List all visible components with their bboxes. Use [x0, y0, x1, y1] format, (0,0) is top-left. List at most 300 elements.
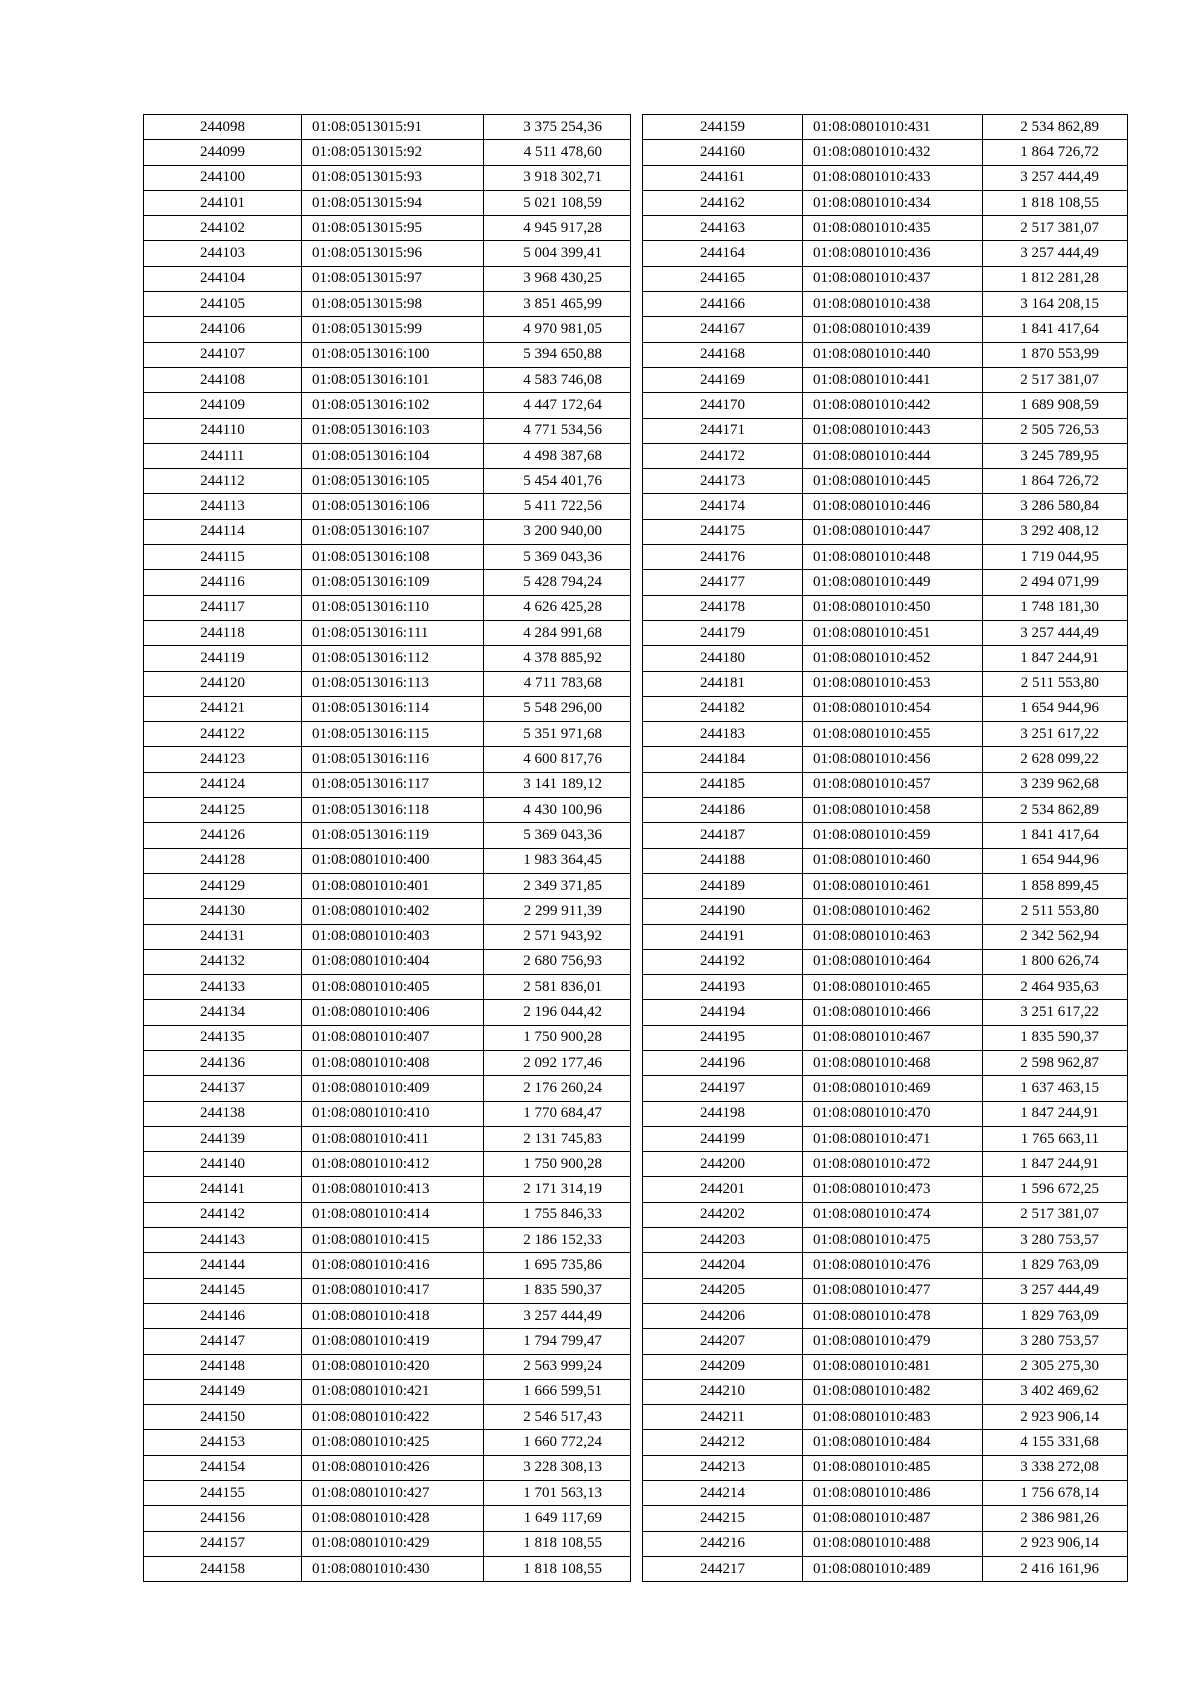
- cadastral-value-cell: 5 004 399,41: [484, 241, 631, 266]
- table-row: [144, 798, 631, 823]
- table-row: [144, 772, 631, 797]
- cadastral-number-cell: 01:08:0801010:482: [803, 1379, 983, 1404]
- table-row: [643, 393, 1128, 418]
- record-number-cell: 244202: [643, 1202, 803, 1227]
- cadastral-number-cell: 01:08:0801010:400: [302, 848, 484, 873]
- right-table-body: [643, 115, 1128, 1582]
- table-row: [643, 1379, 1128, 1404]
- cadastral-value-cell: 5 394 650,88: [484, 342, 631, 367]
- cadastral-value-cell: 2 517 381,07: [983, 216, 1128, 241]
- record-number-cell: 244163: [643, 216, 803, 241]
- cadastral-value-cell: 2 534 862,89: [983, 115, 1128, 140]
- record-number-cell: 244136: [144, 1050, 302, 1075]
- cadastral-number-cell: 01:08:0513015:96: [302, 241, 484, 266]
- cadastral-number-cell: 01:08:0801010:462: [803, 899, 983, 924]
- table-row: [144, 1202, 631, 1227]
- cadastral-value-cell: 1 835 590,37: [983, 1025, 1128, 1050]
- record-number-cell: 244177: [643, 570, 803, 595]
- cadastral-number-cell: 01:08:0801010:437: [803, 266, 983, 291]
- table-row: [144, 570, 631, 595]
- table-row: [643, 342, 1128, 367]
- record-number-cell: 244128: [144, 848, 302, 873]
- record-number-cell: 244101: [144, 190, 302, 215]
- cadastral-number-cell: 01:08:0801010:434: [803, 190, 983, 215]
- cadastral-number-cell: 01:08:0801010:455: [803, 722, 983, 747]
- record-number-cell: 244194: [643, 1000, 803, 1025]
- cadastral-number-cell: 01:08:0513016:116: [302, 747, 484, 772]
- cadastral-number-cell: 01:08:0801010:408: [302, 1050, 484, 1075]
- cadastral-number-cell: 01:08:0801010:454: [803, 696, 983, 721]
- cadastral-value-cell: 2 628 099,22: [983, 747, 1128, 772]
- cadastral-value-cell: 1 841 417,64: [983, 317, 1128, 342]
- record-number-cell: 244211: [643, 1405, 803, 1430]
- record-number-cell: 244181: [643, 671, 803, 696]
- cadastral-number-cell: 01:08:0513015:94: [302, 190, 484, 215]
- table-row: [144, 1531, 631, 1556]
- record-number-cell: 244133: [144, 975, 302, 1000]
- record-number-cell: 244210: [643, 1379, 803, 1404]
- cadastral-number-cell: 01:08:0801010:476: [803, 1253, 983, 1278]
- record-number-cell: 244209: [643, 1354, 803, 1379]
- table-row: [643, 1455, 1128, 1480]
- cadastral-value-cell: 2 131 745,83: [484, 1126, 631, 1151]
- cadastral-value-cell: 2 517 381,07: [983, 1202, 1128, 1227]
- cadastral-value-cell: 1 748 181,30: [983, 595, 1128, 620]
- cadastral-value-cell: 3 164 208,15: [983, 292, 1128, 317]
- record-number-cell: 244153: [144, 1430, 302, 1455]
- cadastral-value-cell: 1 870 553,99: [983, 342, 1128, 367]
- record-number-cell: 244204: [643, 1253, 803, 1278]
- record-number-cell: 244200: [643, 1152, 803, 1177]
- record-number-cell: 244159: [643, 115, 803, 140]
- table-row: [643, 1152, 1128, 1177]
- cadastral-value-cell: 2 092 177,46: [484, 1050, 631, 1075]
- cadastral-number-cell: 01:08:0801010:469: [803, 1076, 983, 1101]
- record-number-cell: 244201: [643, 1177, 803, 1202]
- cadastral-number-cell: 01:08:0801010:415: [302, 1228, 484, 1253]
- left-table: [143, 114, 631, 1582]
- record-number-cell: 244195: [643, 1025, 803, 1050]
- table-row: [643, 620, 1128, 645]
- cadastral-value-cell: 5 369 043,36: [484, 823, 631, 848]
- cadastral-value-cell: 1 750 900,28: [484, 1152, 631, 1177]
- table-row: [643, 140, 1128, 165]
- cadastral-number-cell: 01:08:0513016:111: [302, 620, 484, 645]
- record-number-cell: 244142: [144, 1202, 302, 1227]
- table-row: [144, 418, 631, 443]
- record-number-cell: 244192: [643, 949, 803, 974]
- cadastral-value-cell: 2 680 756,93: [484, 949, 631, 974]
- cadastral-number-cell: 01:08:0801010:413: [302, 1177, 484, 1202]
- cadastral-value-cell: 3 257 444,49: [983, 241, 1128, 266]
- cadastral-value-cell: 4 511 478,60: [484, 140, 631, 165]
- table-row: [144, 1228, 631, 1253]
- table-row: [643, 823, 1128, 848]
- cadastral-number-cell: 01:08:0801010:417: [302, 1278, 484, 1303]
- cadastral-value-cell: 4 447 172,64: [484, 393, 631, 418]
- record-number-cell: 244117: [144, 595, 302, 620]
- cadastral-number-cell: 01:08:0801010:479: [803, 1329, 983, 1354]
- cadastral-value-cell: 3 251 617,22: [983, 722, 1128, 747]
- cadastral-number-cell: 01:08:0513016:115: [302, 722, 484, 747]
- table-row: [643, 1405, 1128, 1430]
- cadastral-number-cell: 01:08:0801010:445: [803, 469, 983, 494]
- cadastral-value-cell: 2 563 999,24: [484, 1354, 631, 1379]
- cadastral-value-cell: 2 494 071,99: [983, 570, 1128, 595]
- record-number-cell: 244162: [643, 190, 803, 215]
- cadastral-number-cell: 01:08:0801010:458: [803, 798, 983, 823]
- cadastral-value-cell: 2 923 906,14: [983, 1405, 1128, 1430]
- record-number-cell: 244190: [643, 899, 803, 924]
- left-table-body: [144, 115, 631, 1582]
- record-number-cell: 244121: [144, 696, 302, 721]
- table-row: [643, 292, 1128, 317]
- record-number-cell: 244157: [144, 1531, 302, 1556]
- record-number-cell: 244178: [643, 595, 803, 620]
- cadastral-number-cell: 01:08:0513016:100: [302, 342, 484, 367]
- cadastral-number-cell: 01:08:0513015:91: [302, 115, 484, 140]
- cadastral-value-cell: 3 851 465,99: [484, 292, 631, 317]
- cadastral-value-cell: 1 847 244,91: [983, 646, 1128, 671]
- cadastral-value-cell: 4 600 817,76: [484, 747, 631, 772]
- cadastral-number-cell: 01:08:0801010:457: [803, 772, 983, 797]
- cadastral-number-cell: 01:08:0801010:450: [803, 595, 983, 620]
- table-row: [643, 1354, 1128, 1379]
- cadastral-number-cell: 01:08:0801010:407: [302, 1025, 484, 1050]
- cadastral-value-cell: 5 351 971,68: [484, 722, 631, 747]
- record-number-cell: 244191: [643, 924, 803, 949]
- table-row: [144, 696, 631, 721]
- cadastral-number-cell: 01:08:0801010:420: [302, 1354, 484, 1379]
- cadastral-number-cell: 01:08:0801010:414: [302, 1202, 484, 1227]
- table-row: [643, 1177, 1128, 1202]
- cadastral-number-cell: 01:08:0801010:429: [302, 1531, 484, 1556]
- record-number-cell: 244120: [144, 671, 302, 696]
- cadastral-value-cell: 1 847 244,91: [983, 1101, 1128, 1126]
- cadastral-number-cell: 01:08:0801010:422: [302, 1405, 484, 1430]
- record-number-cell: 244113: [144, 494, 302, 519]
- record-number-cell: 244138: [144, 1101, 302, 1126]
- cadastral-number-cell: 01:08:0801010:486: [803, 1481, 983, 1506]
- record-number-cell: 244111: [144, 443, 302, 468]
- table-row: [144, 1253, 631, 1278]
- cadastral-value-cell: 1 689 908,59: [983, 393, 1128, 418]
- cadastral-value-cell: 1 818 108,55: [983, 190, 1128, 215]
- record-number-cell: 244176: [643, 545, 803, 570]
- record-number-cell: 244174: [643, 494, 803, 519]
- cadastral-number-cell: 01:08:0801010:435: [803, 216, 983, 241]
- table-row: [144, 595, 631, 620]
- record-number-cell: 244141: [144, 1177, 302, 1202]
- table-row: [144, 216, 631, 241]
- record-number-cell: 244207: [643, 1329, 803, 1354]
- cadastral-value-cell: 2 386 981,26: [983, 1506, 1128, 1531]
- cadastral-value-cell: 1 596 672,25: [983, 1177, 1128, 1202]
- record-number-cell: 244206: [643, 1303, 803, 1328]
- cadastral-value-cell: 3 200 940,00: [484, 519, 631, 544]
- cadastral-number-cell: 01:08:0513016:117: [302, 772, 484, 797]
- cadastral-value-cell: 2 581 836,01: [484, 975, 631, 1000]
- cadastral-number-cell: 01:08:0801010:431: [803, 115, 983, 140]
- record-number-cell: 244114: [144, 519, 302, 544]
- cadastral-number-cell: 01:08:0513015:97: [302, 266, 484, 291]
- record-number-cell: 244108: [144, 367, 302, 392]
- cadastral-number-cell: 01:08:0801010:441: [803, 367, 983, 392]
- cadastral-number-cell: 01:08:0801010:475: [803, 1228, 983, 1253]
- cadastral-value-cell: 1 841 417,64: [983, 823, 1128, 848]
- cadastral-number-cell: 01:08:0801010:444: [803, 443, 983, 468]
- cadastral-number-cell: 01:08:0801010:446: [803, 494, 983, 519]
- cadastral-number-cell: 01:08:0513016:104: [302, 443, 484, 468]
- cadastral-number-cell: 01:08:0801010:453: [803, 671, 983, 696]
- record-number-cell: 244173: [643, 469, 803, 494]
- table-row: [643, 1278, 1128, 1303]
- record-number-cell: 244168: [643, 342, 803, 367]
- cadastral-number-cell: 01:08:0801010:442: [803, 393, 983, 418]
- cadastral-value-cell: 3 141 189,12: [484, 772, 631, 797]
- cadastral-number-cell: 01:08:0801010:467: [803, 1025, 983, 1050]
- table-row: [643, 1202, 1128, 1227]
- cadastral-value-cell: 5 454 401,76: [484, 469, 631, 494]
- record-number-cell: 244217: [643, 1556, 803, 1581]
- cadastral-value-cell: 1 794 799,47: [484, 1329, 631, 1354]
- cadastral-number-cell: 01:08:0513016:103: [302, 418, 484, 443]
- cadastral-value-cell: 4 626 425,28: [484, 595, 631, 620]
- table-row: [144, 1556, 631, 1581]
- table-row: [144, 342, 631, 367]
- cadastral-value-cell: 1 755 846,33: [484, 1202, 631, 1227]
- table-row: [144, 367, 631, 392]
- cadastral-number-cell: 01:08:0801010:471: [803, 1126, 983, 1151]
- cadastral-number-cell: 01:08:0513016:106: [302, 494, 484, 519]
- record-number-cell: 244186: [643, 798, 803, 823]
- table-row: [144, 1177, 631, 1202]
- table-row: [144, 115, 631, 140]
- cadastral-number-cell: 01:08:0801010:440: [803, 342, 983, 367]
- cadastral-number-cell: 01:08:0513016:107: [302, 519, 484, 544]
- table-row: [643, 418, 1128, 443]
- record-number-cell: 244130: [144, 899, 302, 924]
- table-row: [643, 317, 1128, 342]
- table-row: [144, 1430, 631, 1455]
- cadastral-value-cell: 3 257 444,49: [983, 165, 1128, 190]
- table-row: [144, 1278, 631, 1303]
- cadastral-number-cell: 01:08:0801010:463: [803, 924, 983, 949]
- table-row: [144, 1481, 631, 1506]
- cadastral-number-cell: 01:08:0801010:411: [302, 1126, 484, 1151]
- cadastral-value-cell: 2 342 562,94: [983, 924, 1128, 949]
- record-number-cell: 244112: [144, 469, 302, 494]
- record-number-cell: 244167: [643, 317, 803, 342]
- cadastral-value-cell: 4 945 917,28: [484, 216, 631, 241]
- table-row: [643, 570, 1128, 595]
- table-row: [643, 266, 1128, 291]
- table-row: [144, 1050, 631, 1075]
- cadastral-number-cell: 01:08:0801010:487: [803, 1506, 983, 1531]
- table-row: [144, 292, 631, 317]
- cadastral-value-cell: 1 800 626,74: [983, 949, 1128, 974]
- record-number-cell: 244161: [643, 165, 803, 190]
- cadastral-number-cell: 01:08:0513016:119: [302, 823, 484, 848]
- cadastral-number-cell: 01:08:0513015:92: [302, 140, 484, 165]
- cadastral-number-cell: 01:08:0801010:466: [803, 1000, 983, 1025]
- cadastral-value-cell: 1 654 944,96: [983, 696, 1128, 721]
- cadastral-number-cell: 01:08:0801010:401: [302, 873, 484, 898]
- record-number-cell: 244154: [144, 1455, 302, 1480]
- table-row: [643, 1126, 1128, 1151]
- cadastral-number-cell: 01:08:0513016:102: [302, 393, 484, 418]
- cadastral-number-cell: 01:08:0801010:460: [803, 848, 983, 873]
- record-number-cell: 244135: [144, 1025, 302, 1050]
- cadastral-value-cell: 4 430 100,96: [484, 798, 631, 823]
- cadastral-value-cell: 3 228 308,13: [484, 1455, 631, 1480]
- table-row: [144, 1405, 631, 1430]
- cadastral-value-cell: 4 970 981,05: [484, 317, 631, 342]
- record-number-cell: 244193: [643, 975, 803, 1000]
- table-row: [144, 899, 631, 924]
- record-number-cell: 244126: [144, 823, 302, 848]
- record-number-cell: 244155: [144, 1481, 302, 1506]
- cadastral-number-cell: 01:08:0513015:93: [302, 165, 484, 190]
- cadastral-value-cell: 2 517 381,07: [983, 367, 1128, 392]
- cadastral-number-cell: 01:08:0801010:478: [803, 1303, 983, 1328]
- cadastral-value-cell: 1 835 590,37: [484, 1278, 631, 1303]
- cadastral-value-cell: 3 257 444,49: [983, 620, 1128, 645]
- cadastral-number-cell: 01:08:0801010:402: [302, 899, 484, 924]
- cadastral-number-cell: 01:08:0513016:109: [302, 570, 484, 595]
- record-number-cell: 244143: [144, 1228, 302, 1253]
- table-row: [144, 317, 631, 342]
- cadastral-number-cell: 01:08:0801010:464: [803, 949, 983, 974]
- record-number-cell: 244104: [144, 266, 302, 291]
- table-row: [643, 115, 1128, 140]
- record-number-cell: 244179: [643, 620, 803, 645]
- record-number-cell: 244203: [643, 1228, 803, 1253]
- record-number-cell: 244100: [144, 165, 302, 190]
- cadastral-value-cell: 1 649 117,69: [484, 1506, 631, 1531]
- record-number-cell: 244115: [144, 545, 302, 570]
- table-row: [643, 1430, 1128, 1455]
- table-row: [144, 1379, 631, 1404]
- record-number-cell: 244131: [144, 924, 302, 949]
- cadastral-value-cell: 2 546 517,43: [484, 1405, 631, 1430]
- record-number-cell: 244123: [144, 747, 302, 772]
- record-number-cell: 244166: [643, 292, 803, 317]
- cadastral-number-cell: 01:08:0801010:412: [302, 1152, 484, 1177]
- cadastral-value-cell: 3 402 469,62: [983, 1379, 1128, 1404]
- cadastral-number-cell: 01:08:0801010:406: [302, 1000, 484, 1025]
- cadastral-number-cell: 01:08:0513016:101: [302, 367, 484, 392]
- table-row: [643, 469, 1128, 494]
- cadastral-number-cell: 01:08:0801010:468: [803, 1050, 983, 1075]
- table-row: [144, 848, 631, 873]
- table-row: [643, 949, 1128, 974]
- table-row: [144, 1329, 631, 1354]
- record-number-cell: 244148: [144, 1354, 302, 1379]
- table-row: [144, 1076, 631, 1101]
- record-number-cell: 244118: [144, 620, 302, 645]
- cadastral-number-cell: 01:08:0801010:447: [803, 519, 983, 544]
- record-number-cell: 244189: [643, 873, 803, 898]
- record-number-cell: 244102: [144, 216, 302, 241]
- table-row: [643, 1000, 1128, 1025]
- table-row: [643, 1025, 1128, 1050]
- cadastral-value-cell: 2 464 935,63: [983, 975, 1128, 1000]
- table-row: [643, 873, 1128, 898]
- cadastral-value-cell: 1 756 678,14: [983, 1481, 1128, 1506]
- cadastral-number-cell: 01:08:0801010:427: [302, 1481, 484, 1506]
- table-row: [144, 443, 631, 468]
- cadastral-number-cell: 01:08:0801010:472: [803, 1152, 983, 1177]
- table-row: [144, 1126, 631, 1151]
- record-number-cell: 244215: [643, 1506, 803, 1531]
- table-row: [144, 823, 631, 848]
- cadastral-value-cell: 2 505 726,53: [983, 418, 1128, 443]
- cadastral-value-cell: 1 695 735,86: [484, 1253, 631, 1278]
- cadastral-number-cell: 01:08:0513015:98: [302, 292, 484, 317]
- table-row: [144, 1101, 631, 1126]
- record-number-cell: 244140: [144, 1152, 302, 1177]
- cadastral-value-cell: 1 701 563,13: [484, 1481, 631, 1506]
- cadastral-number-cell: 01:08:0801010:405: [302, 975, 484, 1000]
- table-row: [643, 1228, 1128, 1253]
- table-row: [643, 367, 1128, 392]
- record-number-cell: 244147: [144, 1329, 302, 1354]
- cadastral-number-cell: 01:08:0801010:425: [302, 1430, 484, 1455]
- record-number-cell: 244146: [144, 1303, 302, 1328]
- cadastral-value-cell: 4 284 991,68: [484, 620, 631, 645]
- record-number-cell: 244187: [643, 823, 803, 848]
- cadastral-value-cell: 1 858 899,45: [983, 873, 1128, 898]
- table-row: [144, 545, 631, 570]
- cadastral-value-cell: 2 186 152,33: [484, 1228, 631, 1253]
- cadastral-number-cell: 01:08:0801010:410: [302, 1101, 484, 1126]
- record-number-cell: 244170: [643, 393, 803, 418]
- cadastral-number-cell: 01:08:0801010:404: [302, 949, 484, 974]
- cadastral-value-cell: 1 654 944,96: [983, 848, 1128, 873]
- cadastral-value-cell: 3 338 272,08: [983, 1455, 1128, 1480]
- table-row: [643, 1329, 1128, 1354]
- table-row: [144, 1000, 631, 1025]
- table-row: [643, 1481, 1128, 1506]
- cadastral-value-cell: 1 770 684,47: [484, 1101, 631, 1126]
- table-row: [643, 924, 1128, 949]
- record-number-cell: 244144: [144, 1253, 302, 1278]
- cadastral-value-cell: 2 923 906,14: [983, 1531, 1128, 1556]
- cadastral-number-cell: 01:08:0801010:488: [803, 1531, 983, 1556]
- record-number-cell: 244122: [144, 722, 302, 747]
- cadastral-number-cell: 01:08:0801010:448: [803, 545, 983, 570]
- table-row: [144, 924, 631, 949]
- cadastral-value-cell: 1 818 108,55: [484, 1531, 631, 1556]
- cadastral-number-cell: 01:08:0513016:114: [302, 696, 484, 721]
- cadastral-value-cell: 3 245 789,95: [983, 443, 1128, 468]
- right-table: [642, 114, 1128, 1582]
- record-number-cell: 244158: [144, 1556, 302, 1581]
- record-number-cell: 244180: [643, 646, 803, 671]
- record-number-cell: 244124: [144, 772, 302, 797]
- cadastral-number-cell: 01:08:0801010:418: [302, 1303, 484, 1328]
- cadastral-value-cell: 5 021 108,59: [484, 190, 631, 215]
- cadastral-value-cell: 1 666 599,51: [484, 1379, 631, 1404]
- cadastral-number-cell: 01:08:0801010:419: [302, 1329, 484, 1354]
- record-number-cell: 244172: [643, 443, 803, 468]
- cadastral-number-cell: 01:08:0513016:118: [302, 798, 484, 823]
- cadastral-number-cell: 01:08:0801010:430: [302, 1556, 484, 1581]
- table-row: [643, 899, 1128, 924]
- table-row: [643, 1050, 1128, 1075]
- cadastral-value-cell: 1 829 763,09: [983, 1303, 1128, 1328]
